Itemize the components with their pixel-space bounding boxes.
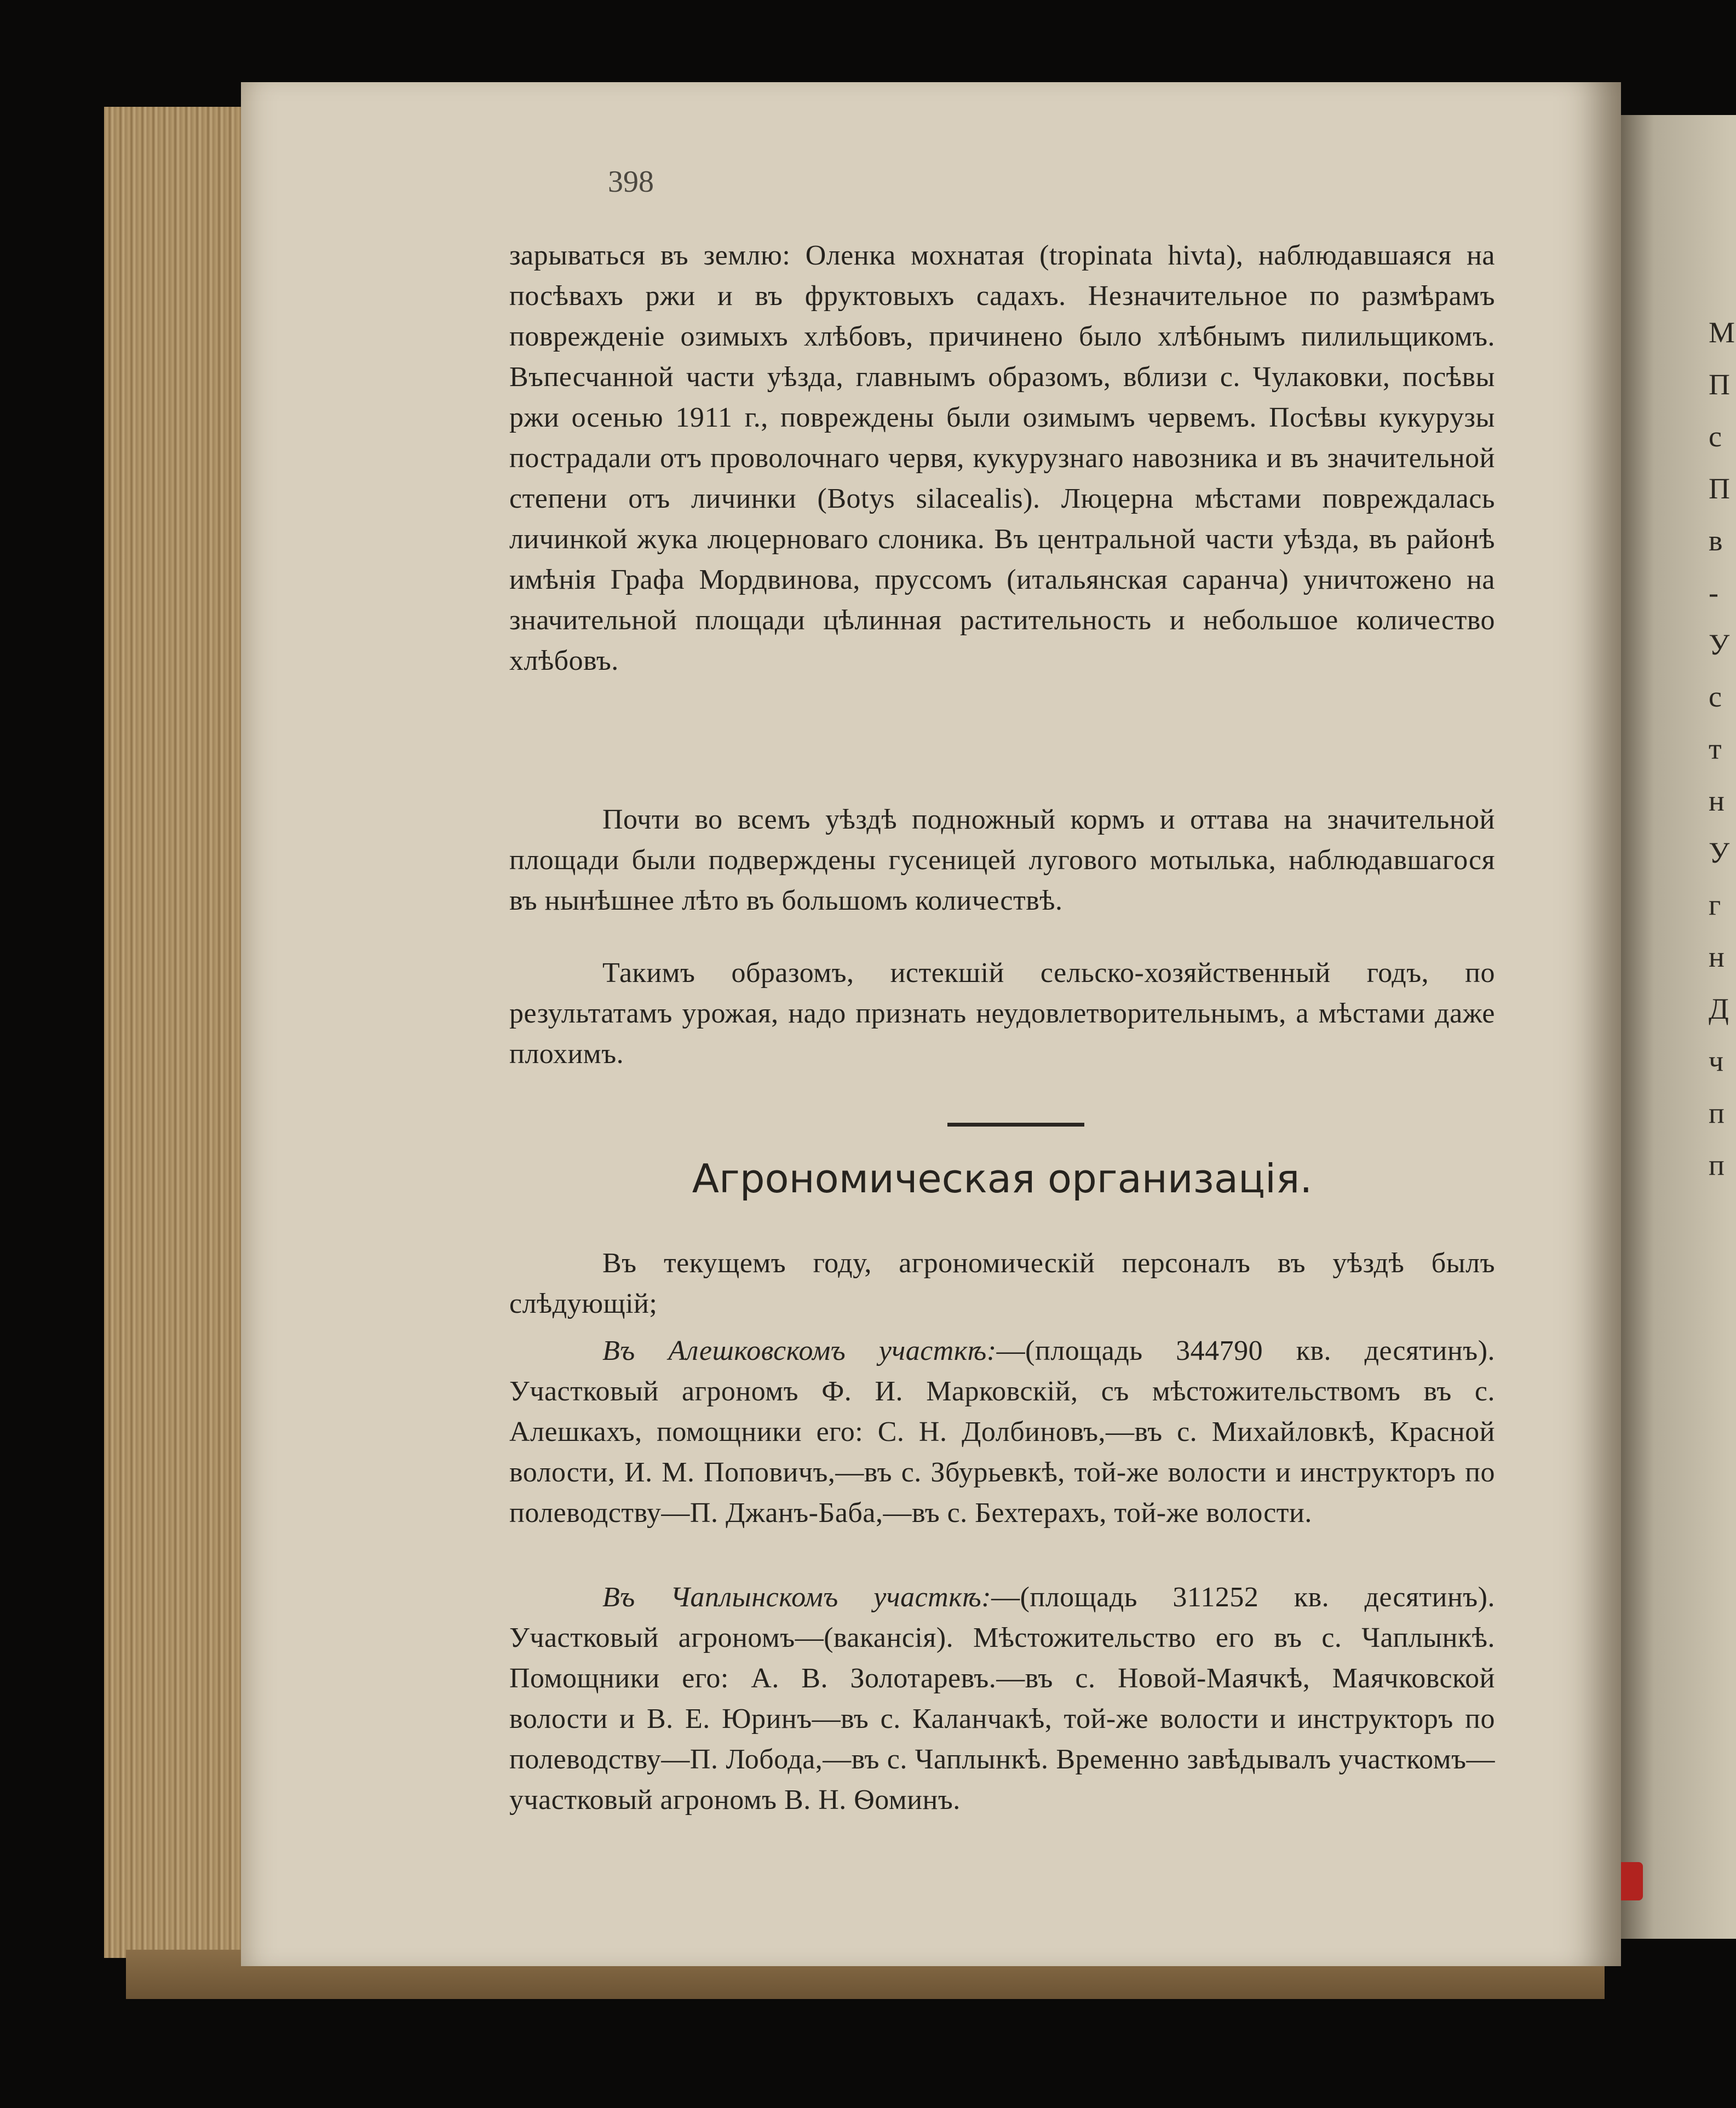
district-label: Въ Чаплынскомъ участкѣ: (602, 1582, 992, 1613)
paragraph-text: Такимъ образомъ, истекшій сельско-хозяйственный годъ, по результатамъ урожая, надо признать неудовлетворительнымъ, а мѣстами даже плохимъ. (509, 957, 1495, 1070)
adjacent-page-letter: н (1709, 784, 1724, 817)
section-heading: Агрономическая организація. (692, 1156, 1313, 1202)
district-alyoshki (509, 1331, 1495, 1533)
adjacent-page-letter: У (1709, 628, 1730, 661)
district-label: Въ Алешковскомъ участкѣ: (602, 1335, 997, 1366)
section-divider (947, 1123, 1084, 1127)
district-paragraph (509, 1331, 1495, 1533)
adjacent-page-letter: У (1709, 836, 1730, 869)
paragraph-text: зарываться въ землю: Оленка мохнатая (tropinata hivta), наблюдавшаяся на посѣвахъ ржи и въ фруктовыхъ садахъ. Незначительное по размѣрамъ поврежденіе озимыхъ хлѣбовъ, причинено было хлѣбнымъ пилильщикомъ. Въпесчанной части уѣзда, главнымъ образомъ, вблизи с. Чулаковки, посѣвы ржи осенью 1911 г., повреждены были озимымъ червемъ. Посѣвы кукурузы пострадали отъ проволочнаго червя, кукурузнаго навозника и въ значительной степени отъ личинки (Botys silacealis). Люцерна мѣстами повреждалась личинкой жука люцерноваго слоника. Въ центральной части уѣзда, въ районѣ имѣнія Графа Мордвинова, пруссомъ (итальянская саранча) уничтожено на значительной площади цѣлинная растительность и небольшое количество хлѣбовъ. (509, 240, 1495, 676)
book-page-edges (104, 107, 263, 1958)
page-number: 398 (608, 165, 654, 199)
adjacent-page-letter: т (1709, 732, 1722, 765)
paragraph-text: Въ текущемъ году, агрономическій персоналъ въ уѣздѣ былъ слѣдующій; (509, 1248, 1495, 1319)
district-paragraph (509, 1577, 1495, 1820)
adjacent-page-letters (1709, 307, 1736, 1191)
adjacent-page-letter: ч (1709, 1044, 1724, 1077)
section-intro (509, 1243, 1495, 1324)
adjacent-page-letter: н (1709, 940, 1724, 973)
adjacent-page-letter: с (1709, 420, 1722, 453)
paragraph-conclusion (509, 953, 1495, 1075)
adjacent-page-letter: П (1709, 472, 1730, 505)
adjacent-page-letter: М (1709, 316, 1735, 349)
adjacent-page-letter: п (1709, 1096, 1724, 1129)
adjacent-page-letter: г (1709, 888, 1721, 921)
adjacent-page-letter: в (1709, 524, 1723, 557)
adjacent-page-letter: с (1709, 680, 1722, 713)
adjacent-page-letter: - (1709, 576, 1718, 609)
district-text: —(площадь 344790 кв. десятинъ). Участковый агрономъ Ф. И. Марковскій, съ мѣстожительствомъ въ с. Алешкахъ, помощники его: С. Н. Долбиновъ,—въ с. Михайловкѣ, Красной волости, И. М. Поповичъ,—въ с. Збурьевкѣ, той-же волости и инструкторъ по полеводству—П. Джанъ-Баба,—въ с. Бехтерахъ, той-же волости. (509, 1335, 1496, 1529)
paragraph-pests (509, 236, 1495, 681)
paragraph-text: Почти во всемъ уѣздѣ подножный кормъ и оттава на значительной площади были подверждены гусеницей лугового мотылька, наблюдавшагося въ нынѣшнее лѣто въ большомъ количествѣ. (509, 804, 1495, 916)
district-text: —(площадь 311252 кв. десятинъ). Участковый агрономъ—(вакансія). Мѣстожительство его въ с. Чаплынкѣ. Помощники его: А. В. Золотаревъ.—въ с. Новой-Маячкѣ, Маячковской волости и В. Е. Юринъ—въ с. Каланчакѣ, той-же волости и инструкторъ по полеводству—П. Лобода,—въ с. Чаплынкѣ. Временно завѣдывалъ участкомъ—участковый агрономъ В. Н. Ѳоминъ. (509, 1582, 1495, 1816)
district-chaplynka (509, 1577, 1495, 1820)
adjacent-page-letter: П (1709, 368, 1730, 401)
adjacent-page-letter: Д (1709, 992, 1729, 1025)
adjacent-page-letter: п (1709, 1148, 1724, 1181)
paragraph-forage (509, 800, 1495, 921)
